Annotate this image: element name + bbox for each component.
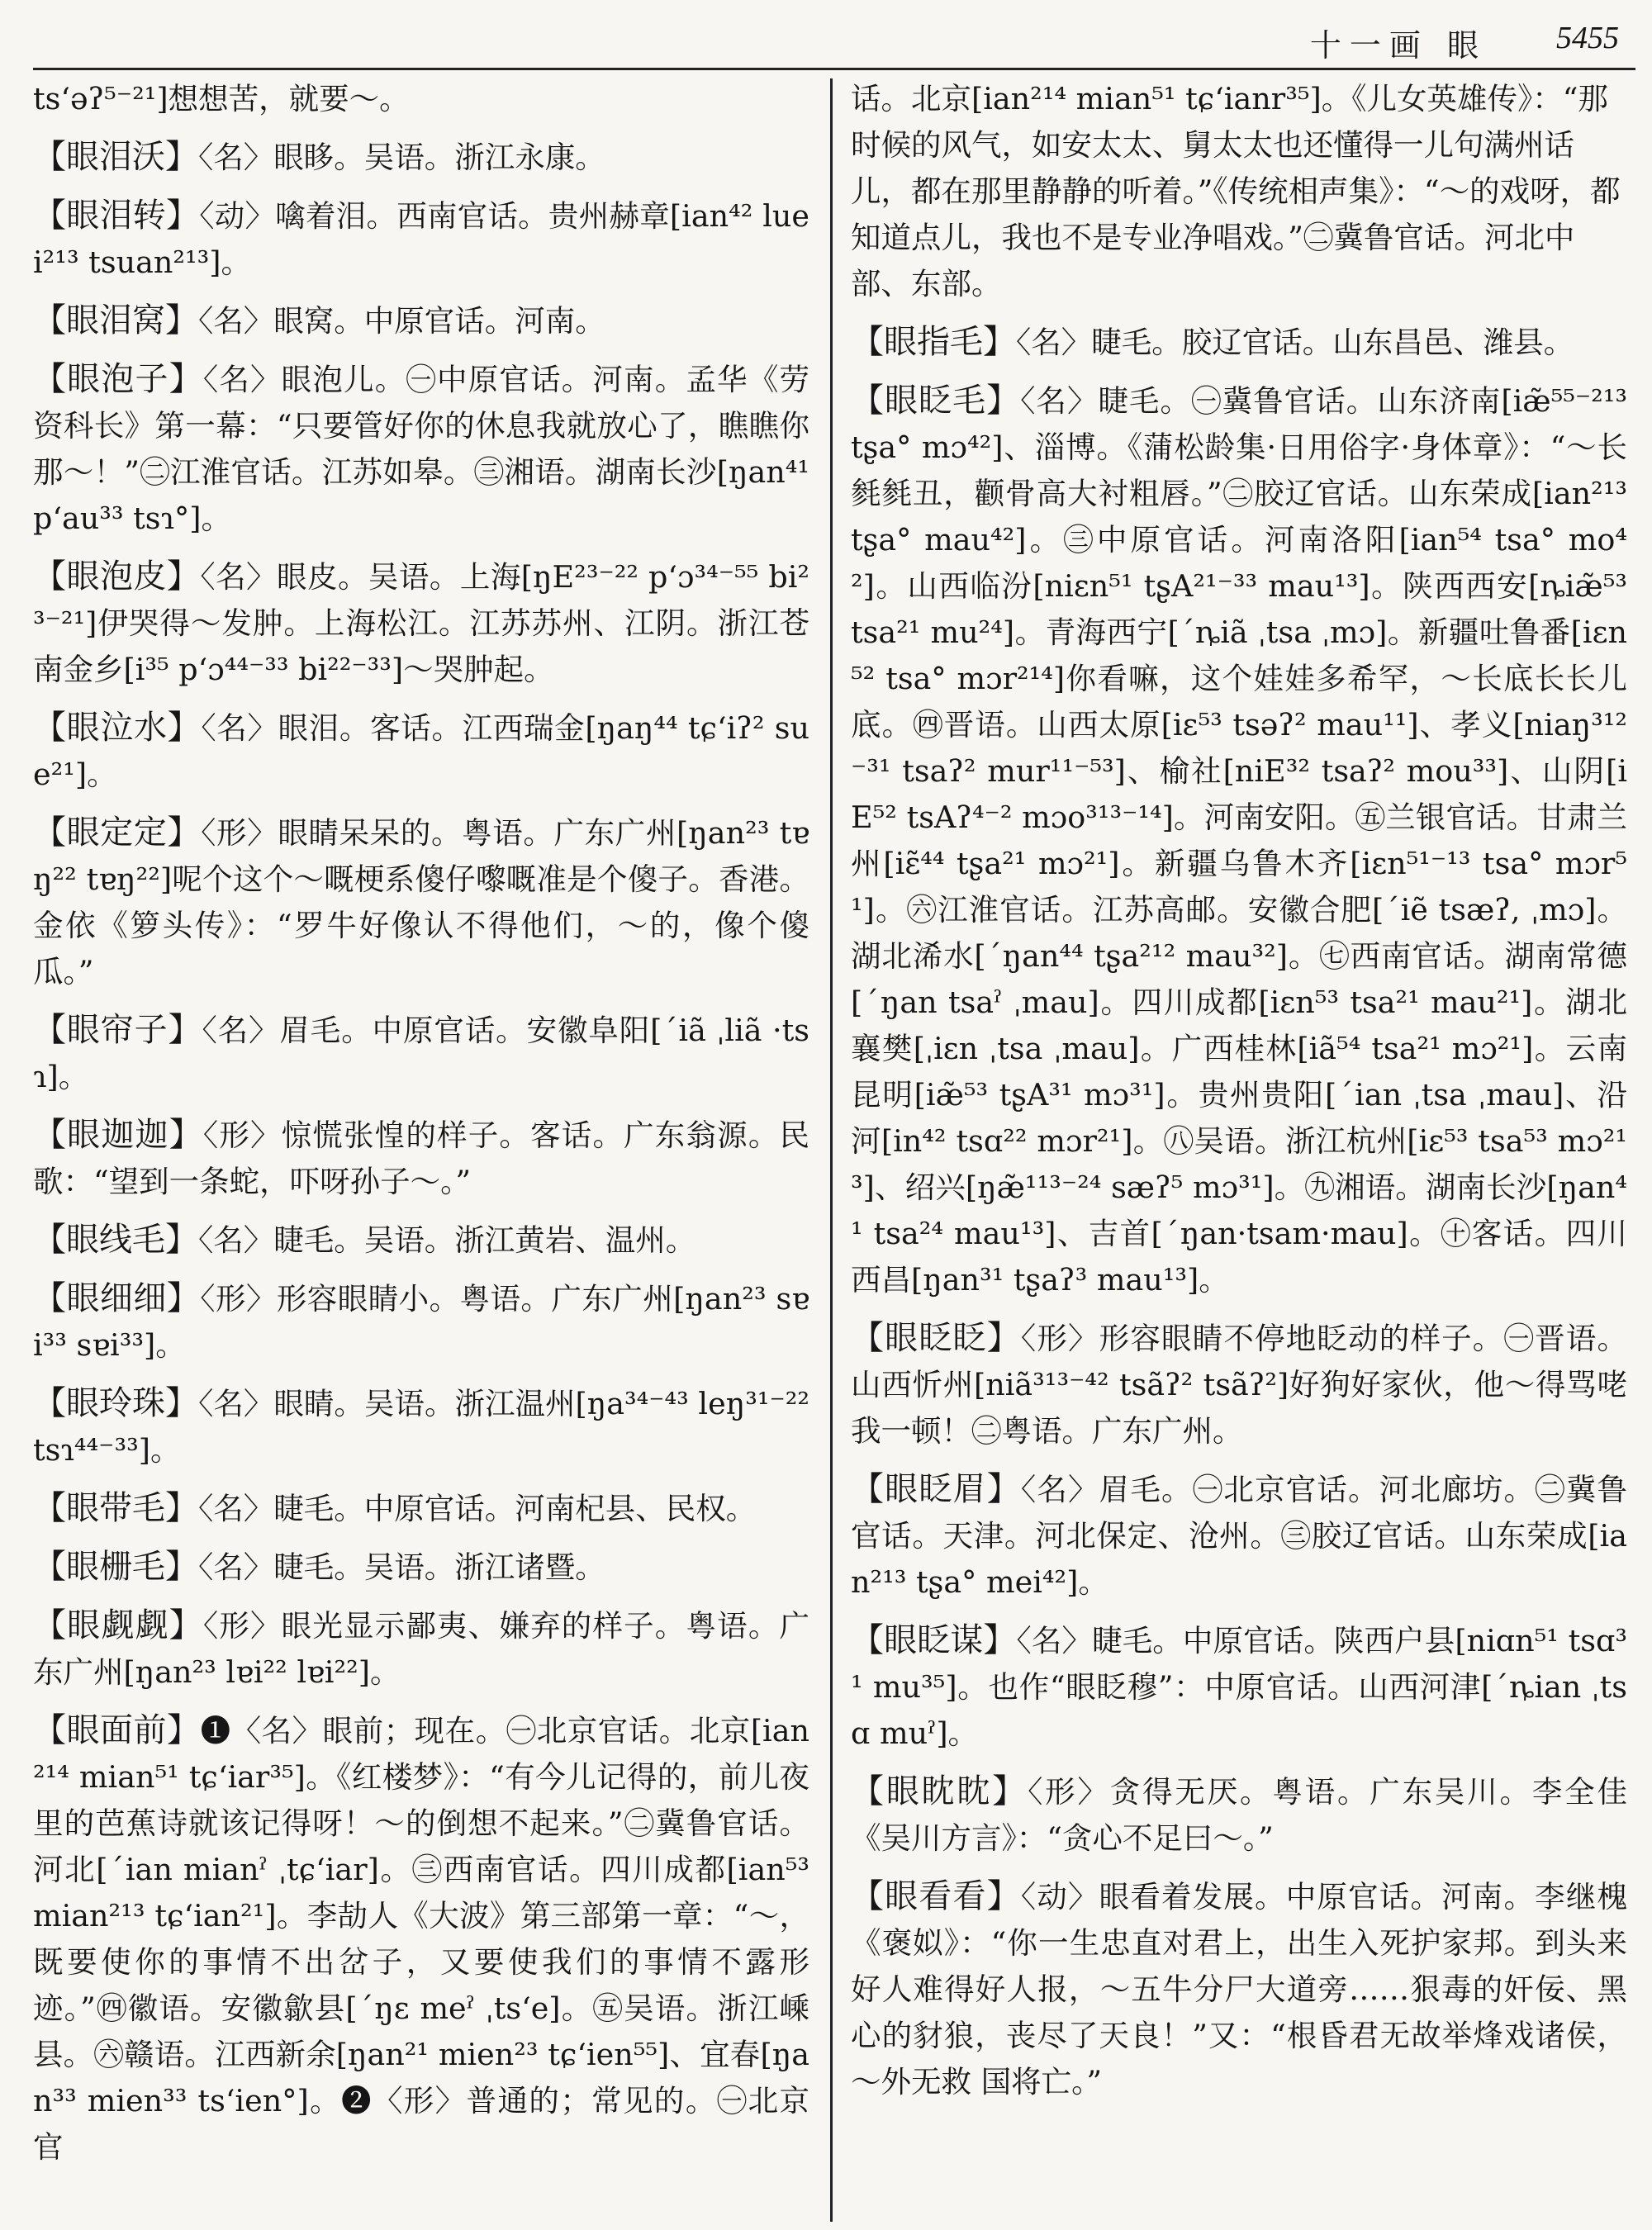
entry-headword: 【眼泡皮】 bbox=[33, 558, 201, 595]
entry-headword: 【眼定定】 bbox=[33, 814, 202, 852]
dictionary-entry bbox=[851, 1466, 1627, 1606]
entry-definition: 〈名〉睫毛。胶辽官话。山东昌邑、潍县。 bbox=[1016, 325, 1574, 360]
dictionary-entry bbox=[33, 356, 809, 542]
dictionary-entry bbox=[851, 1873, 1627, 2105]
dictionary-entry bbox=[33, 1112, 809, 1205]
entry-definition: 〈名〉睫毛。吴语。浙江诸暨。 bbox=[198, 1549, 605, 1585]
entry-headword: 【眼泡子】 bbox=[33, 360, 203, 398]
column-divider bbox=[830, 78, 833, 2222]
entry-definition: 〈名〉眉毛。中原官话。安徽阜阳[ˊiã ˌliã ·tsɿ]。 bbox=[33, 1013, 810, 1094]
dictionary-entry bbox=[33, 1707, 809, 2171]
dictionary-entry bbox=[33, 809, 809, 995]
right-column bbox=[851, 76, 1627, 2117]
entry-definition: 〈动〉噙着泪。西南官话。贵州赫章[ian⁴² luei²¹³ tsuan²¹³]。 bbox=[33, 198, 809, 280]
entry-definition: 〈名〉睫毛。吴语。浙江黄岩、温州。 bbox=[198, 1222, 696, 1258]
dictionary-entry bbox=[33, 705, 809, 798]
entry-definition: 〈名〉眼睛。吴语。浙江温州[ŋa³⁴⁻⁴³ leŋ³¹⁻²² tsɿ⁴⁴⁻³³]。 bbox=[33, 1386, 810, 1468]
entry-headword: 【眼觑觑】 bbox=[33, 1606, 203, 1644]
entry-headword: 【眼泪转】 bbox=[33, 197, 200, 235]
entry-definition: 〈名〉眼泪。客话。江西瑞金[ŋaŋ⁴⁴ tɕ‘iʔ² sue²¹]。 bbox=[33, 710, 809, 792]
entry-headword: 【眼栅毛】 bbox=[33, 1548, 198, 1586]
dictionary-entry bbox=[851, 319, 1627, 366]
entry-headword: 【眼迦迦】 bbox=[33, 1116, 203, 1154]
entry-headword: 【眼看看】 bbox=[851, 1877, 1021, 1915]
dictionary-entry bbox=[33, 192, 809, 286]
entry-headword: 【眼帘子】 bbox=[33, 1011, 202, 1049]
entry-headword: 【眼眨谋】 bbox=[851, 1621, 1017, 1659]
entry-headword: 【眼面前】 bbox=[33, 1711, 201, 1749]
entry-headword: 【眼玲珠】 bbox=[33, 1384, 199, 1422]
entry-definition: 〈名〉眼皮。吴语。上海[ŋE²³⁻²² p‘ɔ³⁴⁻⁵⁵ bi²³⁻²¹]伊哭得～发肿。上海松江。江苏苏州、江阴。浙江苍南金乡[i³⁵ p‘ɔ⁴⁴⁻³³ bi²²⁻³³]～哭肿起。 bbox=[33, 559, 810, 687]
entry-definition: 〈形〉形容眼睛不停地眨动的样子。㊀晋语。山西忻州[niã³¹³⁻⁴² tsãʔ² tsãʔ²]好狗好家伙，他～得骂咾我一顿！㊁粤语。广东广州。 bbox=[851, 1321, 1628, 1449]
entry-headword: 【眼眨毛】 bbox=[851, 382, 1021, 420]
entry-headword: 【眼线毛】 bbox=[33, 1221, 198, 1259]
left-column bbox=[33, 76, 809, 2182]
dictionary-entry bbox=[33, 1485, 809, 1532]
entry-definition: 〈形〉眼光显示鄙夷、嫌弃的样子。粤语。广东广州[ŋan²³ lɐi²² lɐi²²]。 bbox=[33, 1608, 810, 1690]
entry-definition: 〈形〉眼睛呆呆的。粤语。广东广州[ŋan²³ tɐŋ²² tɐŋ²²]呢个这个～嘅梗系傻仔嚟嘅准是个傻子。香港。金依《箩头传》：“罗牛好像认不得他们，～的，像个傻瓜。” bbox=[33, 815, 810, 989]
dictionary-entry bbox=[33, 297, 809, 344]
dictionary-entry bbox=[33, 1275, 809, 1369]
entry-headword: 【眼细细】 bbox=[33, 1279, 201, 1317]
entry-definition: 〈名〉睫毛。㊀冀鲁官话。山东济南[iæ̃⁵⁵⁻²¹³ tʂa° mɔ⁴²]、淄博。《蒲松龄集·日用俗字·身体章》：“～长毵毵丑，颧骨高大衬粗唇。”㊁胶辽官话。山东荣成[ian²¹³ tʂa° mau⁴²]。㊂中原官话。河南洛阳[ian⁵⁴ tsa° mo⁴²]。山西临汾[niɛn⁵¹ tʂA²¹⁻³³ mau¹³]。陕西西安[ȵiæ̃⁵³ tsa²¹ mu²⁴]。青海西宁[ˊȵiã ˌtsa ˌmɔ]。新疆吐鲁番[iɛn⁵² tsa° mɔr²¹⁴]你看嘛，这个娃娃多希罕，～长底长长儿底。㊃晋语。山西太原[iɛ⁵³ tsəʔ² mau¹¹]、孝义[niaŋ³¹²⁻³¹ tsaʔ² mur¹¹⁻⁵³]、榆社[niE³² tsaʔ² mou³³]、山阴[iE⁵² tsAʔ⁴⁻² mɔo³¹³⁻¹⁴]。河南安阳。㊄兰银官话。甘肃兰州[iɛ̃⁴⁴ tʂa²¹ mɔ²¹]。新疆乌鲁木齐[iɛn⁵¹⁻¹³ tsa° mɔr⁵¹]。㊅江淮官话。江苏高邮。安徽合肥[ˊiẽ tsæʔ, ˌmɔ]。湖北浠水[ˊŋan⁴⁴ tʂa²¹² mau³²]。㊆西南官话。湖南常德[ˊŋan tsaˀ ˌmau]。四川成都[iɛn⁵³ tsa²¹ mau²¹]。湖北襄樊[ˌiɛn ˌtsa ˌmau]。广西桂林[iã⁵⁴ tsa²¹ mɔ²¹]。云南昆明[iæ̃⁵³ tʂA³¹ mɔ³¹]。贵州贵阳[ˊian ˌtsa ˌmau]、沿河[in⁴² tsɑ²² mɔr²¹]。㊇吴语。浙江杭州[iɛ⁵³ tsa⁵³ mɔ²¹³]、绍兴[ŋæ̃¹¹³⁻²⁴ sæʔ⁵ mɔ³¹]。㊈湘语。湖南长沙[ŋan⁴¹ tsa²⁴ mau¹³]、吉首[ˊŋan·tsam·mau]。㊉客话。四川西昌[ŋan³¹ tʂaʔ³ mau¹³]。 bbox=[851, 383, 1628, 1298]
dictionary-entry bbox=[851, 1617, 1627, 1757]
entry-definition: 〈名〉眼泡儿。㊀中原官话。河南。孟华《劳资科长》第一幕：“只要管好你的休息我就放心了，瞧瞧你那～！”㊁江淮官话。江苏如皋。㊂湘语。湖南长沙[ŋan⁴¹ p‘au³³ tsɿ°]。 bbox=[33, 362, 810, 536]
entry-definition: 〈形〉形容眼睛小。粤语。广东广州[ŋan²³ sɐi³³ sɐi³³]。 bbox=[33, 1281, 810, 1363]
dictionary-entry bbox=[33, 1007, 809, 1100]
entry-definition: 〈形〉贪得无厌。粤语。广东吴川。李全佳《吴川方言》：“贪心不足曰～。” bbox=[851, 1774, 1628, 1856]
entry-definition: 〈名〉睫毛。中原官话。陕西户县[niɑn⁵¹ tsɑ³¹ mu³⁵]。也作“眼眨穆”：中原官话。山西河津[ˊȵian ˌtsɑ muˀ]。 bbox=[851, 1623, 1628, 1751]
page-number: 5455 bbox=[1556, 21, 1619, 55]
dictionary-entry bbox=[33, 1602, 809, 1696]
entry-definition: 〈名〉眼窝。中原官话。河南。 bbox=[198, 303, 605, 339]
entry-headword: 【眼眈眈】 bbox=[851, 1772, 1028, 1810]
dictionary-entry bbox=[33, 134, 809, 181]
entry-definition: 〈名〉眼眵。吴语。浙江永康。 bbox=[198, 140, 605, 175]
entry-headword: 【眼泣水】 bbox=[33, 709, 202, 747]
dictionary-entry bbox=[851, 377, 1627, 1303]
entry-headword: 【眼带毛】 bbox=[33, 1489, 198, 1527]
entry-headword: 【眼泪沃】 bbox=[33, 138, 198, 176]
running-head: 十一画 眼 bbox=[1309, 27, 1487, 64]
header-rule bbox=[33, 68, 1635, 70]
page-header bbox=[0, 0, 1652, 68]
entry-headword: 【眼眨眨】 bbox=[851, 1319, 1021, 1357]
dictionary-entry bbox=[33, 1380, 809, 1473]
dictionary-entry bbox=[33, 1544, 809, 1591]
dictionary-entry bbox=[33, 553, 809, 693]
entry-definition: 〈动〉眼看着发展。中原官话。河南。李继槐《褒姒》：“你一生忠直对君上，出生入死护家邦。到头来好人难得好人报，～五牛分尸大道旁……狠毒的奸佞、黑心的豺狼，丧尽了天良！”又：“根昏君无故举烽戏诸侯，～外无救 国将亡。” bbox=[851, 1879, 1628, 2100]
dictionary-entry bbox=[33, 1217, 809, 1264]
entry-definition: 〈名〉睫毛。中原官话。河南杞县、民权。 bbox=[198, 1491, 757, 1526]
entry-headword: 【眼指毛】 bbox=[851, 323, 1016, 361]
entry-headword: 【眼泪窝】 bbox=[33, 301, 198, 339]
entry-headword: 【眼眨眉】 bbox=[851, 1470, 1021, 1508]
entry-definition: ❶〈名〉眼前；现在。㊀北京官话。北京[ian²¹⁴ mian⁵¹ tɕ‘iar³⁵]。《红楼梦》：“有今儿记得的，前儿夜里的芭蕉诗就该记得呀！～的倒想不起来。”㊁冀鲁官话。河北[ˊian mianˀ ˌtɕ‘iar]。㊂西南官话。四川成都[ian⁵³ mian²¹³ tɕ‘ian²¹]。李劼人《大波》第三部第一章：“～，既要使你的事情不出岔子，又要使我们的事情不露形迹。”㊃徽语。安徽歙县[ˊŋɛ meˀ ˌts‘e]。㊄吴语。浙江嵊县。㊅赣语。江西新余[ŋan²¹ mien²³ tɕ‘ien⁵⁵]、宜春[ŋan³³ mien³³ ts‘ien°]。❷〈形〉普通的；常见的。㊀北京官 bbox=[33, 1713, 810, 2165]
dictionary-entry bbox=[851, 1768, 1627, 1862]
entry-definition: 〈名〉眉毛。㊀北京官话。河北廊坊。㊁冀鲁官话。天津。河北保定、沧州。㊂胶辽官话。山东荣成[ian²¹³ tʂa° mei⁴²]。 bbox=[851, 1472, 1628, 1600]
continuation-text: 话。北京[ian²¹⁴ mian⁵¹ tɕ‘ianr³⁵]。《儿女英雄传》：“那时候的风气，如安太太、舅太太也还懂得一儿句满州话儿，都在那里静静的听着。”《传统相声集》：“～的戏呀，都知道点儿，我也不是专业净唱戏。”㊁冀鲁官话。河北中部、东部。 bbox=[851, 81, 1621, 301]
dictionary-entry bbox=[851, 1315, 1627, 1454]
entry-definition: 〈形〉惊慌张惶的样子。客话。广东翁源。民歌：“望到一条蛇，吓呀孙子～。” bbox=[33, 1117, 810, 1199]
continuation-text: ts‘əʔ⁵⁻²¹]想想苦，就要～。 bbox=[33, 81, 410, 116]
